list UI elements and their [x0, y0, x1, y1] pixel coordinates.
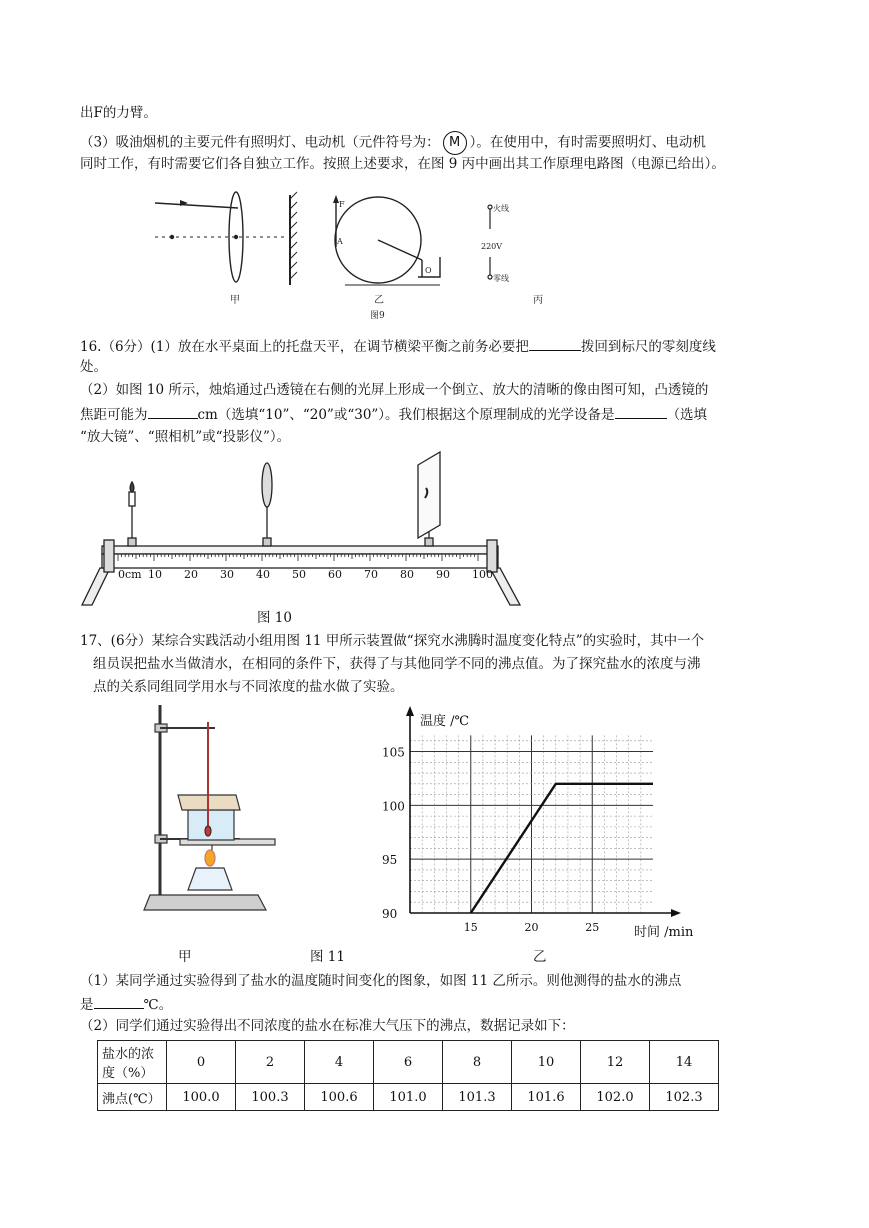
q16-line5: “放大镜”、“照相机”或“投影仪”）。	[80, 429, 291, 445]
q16-blank-3[interactable]	[615, 405, 667, 419]
bench-rail	[102, 546, 498, 554]
y-tick-label: 100	[382, 799, 405, 814]
q15-part3-b: ）。在使用中，有时需要照明灯、电动机	[469, 134, 706, 151]
fig11-caption: 图 11	[310, 949, 345, 965]
table-cell: 12	[581, 1041, 650, 1084]
chart-ticks	[382, 746, 599, 934]
table-cell: 14	[650, 1041, 719, 1084]
q16-blank-2[interactable]	[148, 405, 198, 419]
alcohol-lamp	[188, 868, 232, 890]
q17-part1-line1: （1）某同学通过实验得到了盐水的温度随时间变化的图象，如图 11 乙所示。则他测得的盐水的沸点	[80, 973, 682, 989]
q17-line3: 点的关系同组同学用水与不同浓度的盐水做了实验。	[93, 679, 404, 695]
fig9-yi-label: 乙	[374, 295, 384, 306]
q17-line2: 组员误把盐水当做清水，在相同的条件下，获得了与其他同学不同的沸点值。为了探究盐水的浓度与沸	[93, 656, 701, 672]
table-cell: 102.0	[581, 1084, 650, 1111]
table-row-boiling-point	[98, 1084, 719, 1111]
ruler-label: 40	[256, 568, 270, 581]
table-head-concentration: 盐水的浓 度（%）	[98, 1041, 167, 1084]
y-tick-label: 95	[382, 853, 398, 868]
fig9-jia-label: 甲	[230, 295, 240, 306]
stand-base	[144, 895, 266, 910]
table-cell: 10	[512, 1041, 581, 1084]
table-cell: 0	[167, 1041, 236, 1084]
fig9-live-wire: 火线	[493, 204, 509, 213]
fig9-bing-label: 丙	[533, 295, 543, 306]
q16-line4-c: （选填	[666, 407, 708, 423]
q17-part1-c: ℃。	[143, 997, 173, 1013]
q17-blank-1[interactable]	[94, 995, 144, 1009]
ruler-label: 90	[436, 568, 450, 581]
ruler-label: 10	[148, 568, 162, 581]
ruler-label: 0cm	[118, 568, 142, 581]
q16-line4-b: cm（选填“10”、“20”或“30”）。我们根据这个原理制成的光学设备是	[197, 407, 615, 423]
fig9-voltage: 220V	[481, 242, 503, 251]
x-axis-arrow-icon	[671, 909, 681, 917]
q15-line-tail: 出F的力臂。	[80, 105, 157, 121]
light-screen	[418, 452, 440, 538]
ruler-label: 30	[220, 568, 234, 581]
q16-line2: 处。	[80, 359, 107, 375]
q16-line1-b: 拨回到标尺的零刻度线	[580, 339, 716, 355]
q17-part1-b: 是	[80, 997, 94, 1013]
fig11-jia-label: 甲	[178, 949, 192, 965]
ruler-label: 70	[364, 568, 378, 581]
q17-part1-line2	[80, 995, 172, 1014]
beaker	[188, 810, 234, 840]
y-tick-label: 90	[382, 907, 398, 921]
convex-lens	[262, 463, 272, 507]
table-cell: 6	[374, 1041, 443, 1084]
table-cell: 101.3	[443, 1084, 512, 1111]
ruler-label: 80	[400, 568, 414, 581]
x-tick-label: 25	[585, 921, 600, 934]
q17-part2: （2）同学们通过实验得出不同浓度的盐水在标准大气压下的沸点，数据记录如下：	[80, 1018, 575, 1034]
table-cell: 100.0	[167, 1084, 236, 1111]
y-axis-arrow-icon	[406, 706, 414, 716]
table-cell: 2	[236, 1041, 305, 1084]
motor-symbol-icon: M	[443, 131, 467, 155]
boiling-point-table	[97, 1040, 719, 1111]
q16-line1-a: 16.（6分）(1）放在水平桌面上的托盘天平，在调节横梁平衡之前务必要把	[80, 339, 529, 355]
x-tick-label: 20	[524, 921, 539, 934]
figure-9	[150, 185, 570, 325]
figure-11-apparatus	[140, 700, 280, 920]
fig10-caption: 图 10	[257, 610, 292, 626]
fig9-jia-drawing	[155, 192, 297, 285]
q15-part3-line1	[80, 131, 706, 155]
fig9-label-O: O	[425, 266, 432, 275]
ruler-label: 20	[184, 568, 198, 581]
ruler-label: 60	[328, 568, 342, 581]
table-head-boiling-point: 沸点(℃）	[98, 1084, 167, 1111]
figure-10	[80, 450, 525, 630]
table-cell: 4	[305, 1041, 374, 1084]
chart-grid	[410, 735, 653, 913]
table-cell: 100.3	[236, 1084, 305, 1111]
q16-line1	[80, 337, 716, 356]
ruler-labels	[118, 568, 493, 581]
q16-line4	[80, 405, 707, 424]
table-cell: 101.6	[512, 1084, 581, 1111]
q16-line3: （2）如图 10 所示，烛焰通过凸透镜在右侧的光屏上形成一个倒立、放大的清晰的像由图可知，凸透镜的	[80, 382, 709, 398]
ruler-label: 50	[292, 568, 306, 581]
table-cell: 101.0	[374, 1084, 443, 1111]
fig9-neutral-wire: 零线	[493, 274, 509, 283]
fig9-yi-drawing	[333, 195, 440, 285]
x-tick-label: 15	[463, 921, 478, 934]
table-row-concentration	[98, 1041, 719, 1084]
figure-11-chart	[375, 700, 705, 945]
fig9-label-F: F	[339, 200, 345, 209]
bench-left-end	[104, 540, 114, 572]
q17-line1: 17、(6分）某综合实践活动小组用图 11 甲所示装置做“探究水沸腾时温度变化特点”的实验时，其中一个	[80, 633, 705, 649]
ruler-label: 100	[472, 568, 493, 581]
chart-y-axis-label: 温度 /℃	[420, 714, 470, 729]
fig9-label-A: A	[337, 237, 343, 246]
table-cell: 102.3	[650, 1084, 719, 1111]
bench-left-leg	[82, 568, 110, 605]
flame	[205, 850, 215, 866]
q16-line4-a: 焦距可能为	[80, 407, 148, 423]
q16-blank-1[interactable]	[529, 337, 581, 351]
y-tick-label: 105	[382, 745, 405, 760]
bench-right-leg	[490, 568, 520, 605]
chart-x-axis-label: 时间 /min	[634, 925, 694, 940]
table-cell: 100.6	[305, 1084, 374, 1111]
table-cell: 8	[443, 1041, 512, 1084]
fig9-caption: 图9	[370, 311, 385, 321]
fig11-yi-label: 乙	[533, 949, 547, 965]
q15-part3-line2: 同时工作，有时需要它们各自独立工作。按照上述要求，在图 9 丙中画出其工作原理电路图（电源已给出）。	[80, 156, 725, 172]
q15-part3-a: （3）吸油烟机的主要元件有照明灯、电动机（元件符号为：	[80, 134, 440, 151]
